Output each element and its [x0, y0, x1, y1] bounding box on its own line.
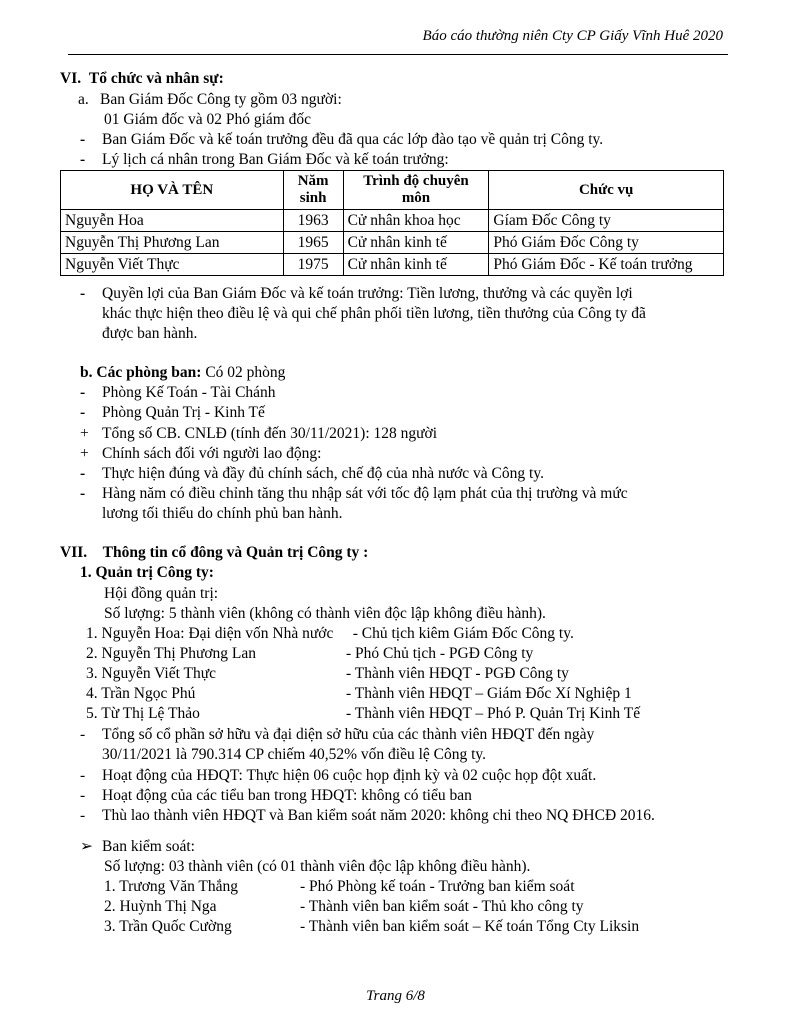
section-7-number: VII.: [60, 544, 88, 561]
bullet-training: - Ban Giám Đốc và kế toán trưởng đều đã qua các lớp đào tạo về quản trị Công ty.: [80, 131, 604, 148]
supervisory-member: 2. Huỳnh Thị Nga - Thành viên ban kiểm soát - Thủ kho công ty: [104, 898, 584, 915]
board-activity: - Hoạt động của HĐQT: Thực hiện 06 cuộc họp định kỳ và 02 cuộc họp đột xuất.: [80, 767, 597, 784]
bullet-headcount: + Tổng số CB. CNLĐ (tính đến 30/11/2021): 128 người: [80, 425, 438, 442]
section-7-heading: [60, 544, 368, 562]
ownership-note-line2: 30/11/2021 là 790.314 CP chiếm 40,52% vốn điều lệ Công ty.: [102, 746, 487, 763]
section-6-title: Tổ chức và nhân sự:: [88, 70, 224, 87]
item-a: a. Ban Giám Đốc Công ty gồm 03 người:: [78, 91, 342, 108]
bullet-benefits-line3: được ban hành.: [102, 325, 198, 342]
arrow-bullet-icon: ➢: [80, 838, 93, 855]
cell-year: 1965: [283, 232, 343, 254]
board-label: Hội đồng quản trị:: [104, 585, 219, 602]
bullet-policy: + Chính sách đối với người lao động:: [80, 445, 322, 462]
table-row: [61, 210, 724, 232]
policy-item: - Thực hiện đúng và đầy đủ chính sách, chế độ của nhà nước và Công ty.: [80, 465, 544, 482]
board-member: 5. Từ Thị Lệ Thảo - Thành viên HĐQT – Phó P. Quản Trị Kinh Tế: [86, 705, 641, 722]
page-header: Báo cáo thường niên Cty CP Giấy Vĩnh Huê 2020: [422, 28, 723, 44]
board-member: 3. Nguyễn Viết Thực - Thành viên HĐQT - PGĐ Công ty: [86, 665, 569, 682]
bullet-benefits-line2: khác thực hiện theo điều lệ và qui chế phân phối tiền lương, tiền thưởng của Công ty đã: [102, 305, 646, 322]
col-header-qualification: Trình độ chuyên môn: [343, 171, 489, 210]
cell-qualification: Cử nhân kinh tế: [343, 232, 489, 254]
cell-name: Nguyễn Viết Thực: [61, 254, 284, 276]
cell-name: Nguyễn Thị Phương Lan: [61, 232, 284, 254]
cell-name: Nguyễn Hoa: [61, 210, 284, 232]
section-6-number: VI.: [60, 70, 82, 87]
supervisory-board-label: ➢ Ban kiểm soát:: [80, 838, 195, 855]
bullet-profile: - Lý lịch cá nhân trong Ban Giám Đốc và kế toán trưởng:: [80, 151, 449, 168]
subsection-governance: 1. Quản trị Công ty:: [80, 564, 214, 581]
col-header-position: Chức vụ: [489, 171, 724, 210]
col-header-name: HỌ VÀ TÊN: [61, 171, 284, 210]
board-member: 1. Nguyễn Hoa: Đại diện vốn Nhà nước - Chủ tịch kiêm Giám Đốc Công ty.: [86, 625, 574, 642]
cell-position: Gíam Đốc Công ty: [489, 210, 724, 232]
board-count: Số lượng: 5 thành viên (không có thành viên độc lập không điều hành).: [104, 605, 546, 622]
section-7-title: Thông tin cổ đông và Quản trị Công ty :: [102, 544, 369, 561]
table-row: [61, 254, 724, 276]
remuneration-note: - Thù lao thành viên HĐQT và Ban kiểm soát năm 2020: không chi theo NQ ĐHCĐ 2016.: [80, 807, 655, 824]
cell-qualification: Cử nhân khoa học: [343, 210, 489, 232]
policy-item: - Hàng năm có điều chỉnh tăng thu nhập sát với tốc độ lạm phát của thị trường và mức: [80, 485, 628, 502]
policy-item-line2: lương tối thiểu do chính phủ ban hành.: [102, 505, 343, 522]
header-divider: [68, 54, 728, 55]
supervisory-member: 1. Trương Văn Thắng - Phó Phòng kế toán - Trưởng ban kiểm soát: [104, 878, 575, 895]
ownership-note: - Tổng số cổ phần sở hữu và đại diện sở hữu của các thành viên HĐQT đến ngày: [80, 726, 595, 743]
page-number: Trang 6/8: [366, 988, 425, 1004]
cell-year: 1975: [283, 254, 343, 276]
cell-year: 1963: [283, 210, 343, 232]
table-row: [61, 232, 724, 254]
cell-position: Phó Giám Đốc Công ty: [489, 232, 724, 254]
item-b: b. Các phòng ban: Có 02 phòng: [80, 364, 286, 381]
bullet-benefits: - Quyền lợi của Ban Giám Đốc và kế toán trưởng: Tiền lương, thưởng và các quyền lợi: [80, 285, 633, 302]
supervisory-member: 3. Trần Quốc Cường - Thành viên ban kiểm soát – Kế toán Tổng Cty Liksin: [104, 918, 640, 935]
board-member: 2. Nguyễn Thị Phương Lan - Phó Chủ tịch - PGĐ Công ty: [86, 645, 534, 662]
table-header-row: [61, 171, 724, 210]
department-item: - Phòng Kế Toán - Tài Chánh: [80, 384, 276, 401]
item-a-detail: 01 Giám đốc và 02 Phó giám đốc: [104, 111, 312, 128]
cell-qualification: Cử nhân kinh tế: [343, 254, 489, 276]
supervisory-count: Số lượng: 03 thành viên (có 01 thành viên độc lập không điều hành).: [104, 858, 531, 875]
management-table: [60, 170, 724, 276]
section-6-heading: [60, 70, 224, 88]
cell-position: Phó Giám Đốc - Kế toán trưởng: [489, 254, 724, 276]
department-item: - Phòng Quản Trị - Kinh Tế: [80, 404, 265, 421]
col-header-year: Năm sinh: [283, 171, 343, 210]
committee-activity: - Hoạt động của các tiểu ban trong HĐQT: không có tiểu ban: [80, 787, 472, 804]
board-member: 4. Trần Ngọc Phú - Thành viên HĐQT – Giám Đốc Xí Nghiệp 1: [86, 685, 632, 702]
